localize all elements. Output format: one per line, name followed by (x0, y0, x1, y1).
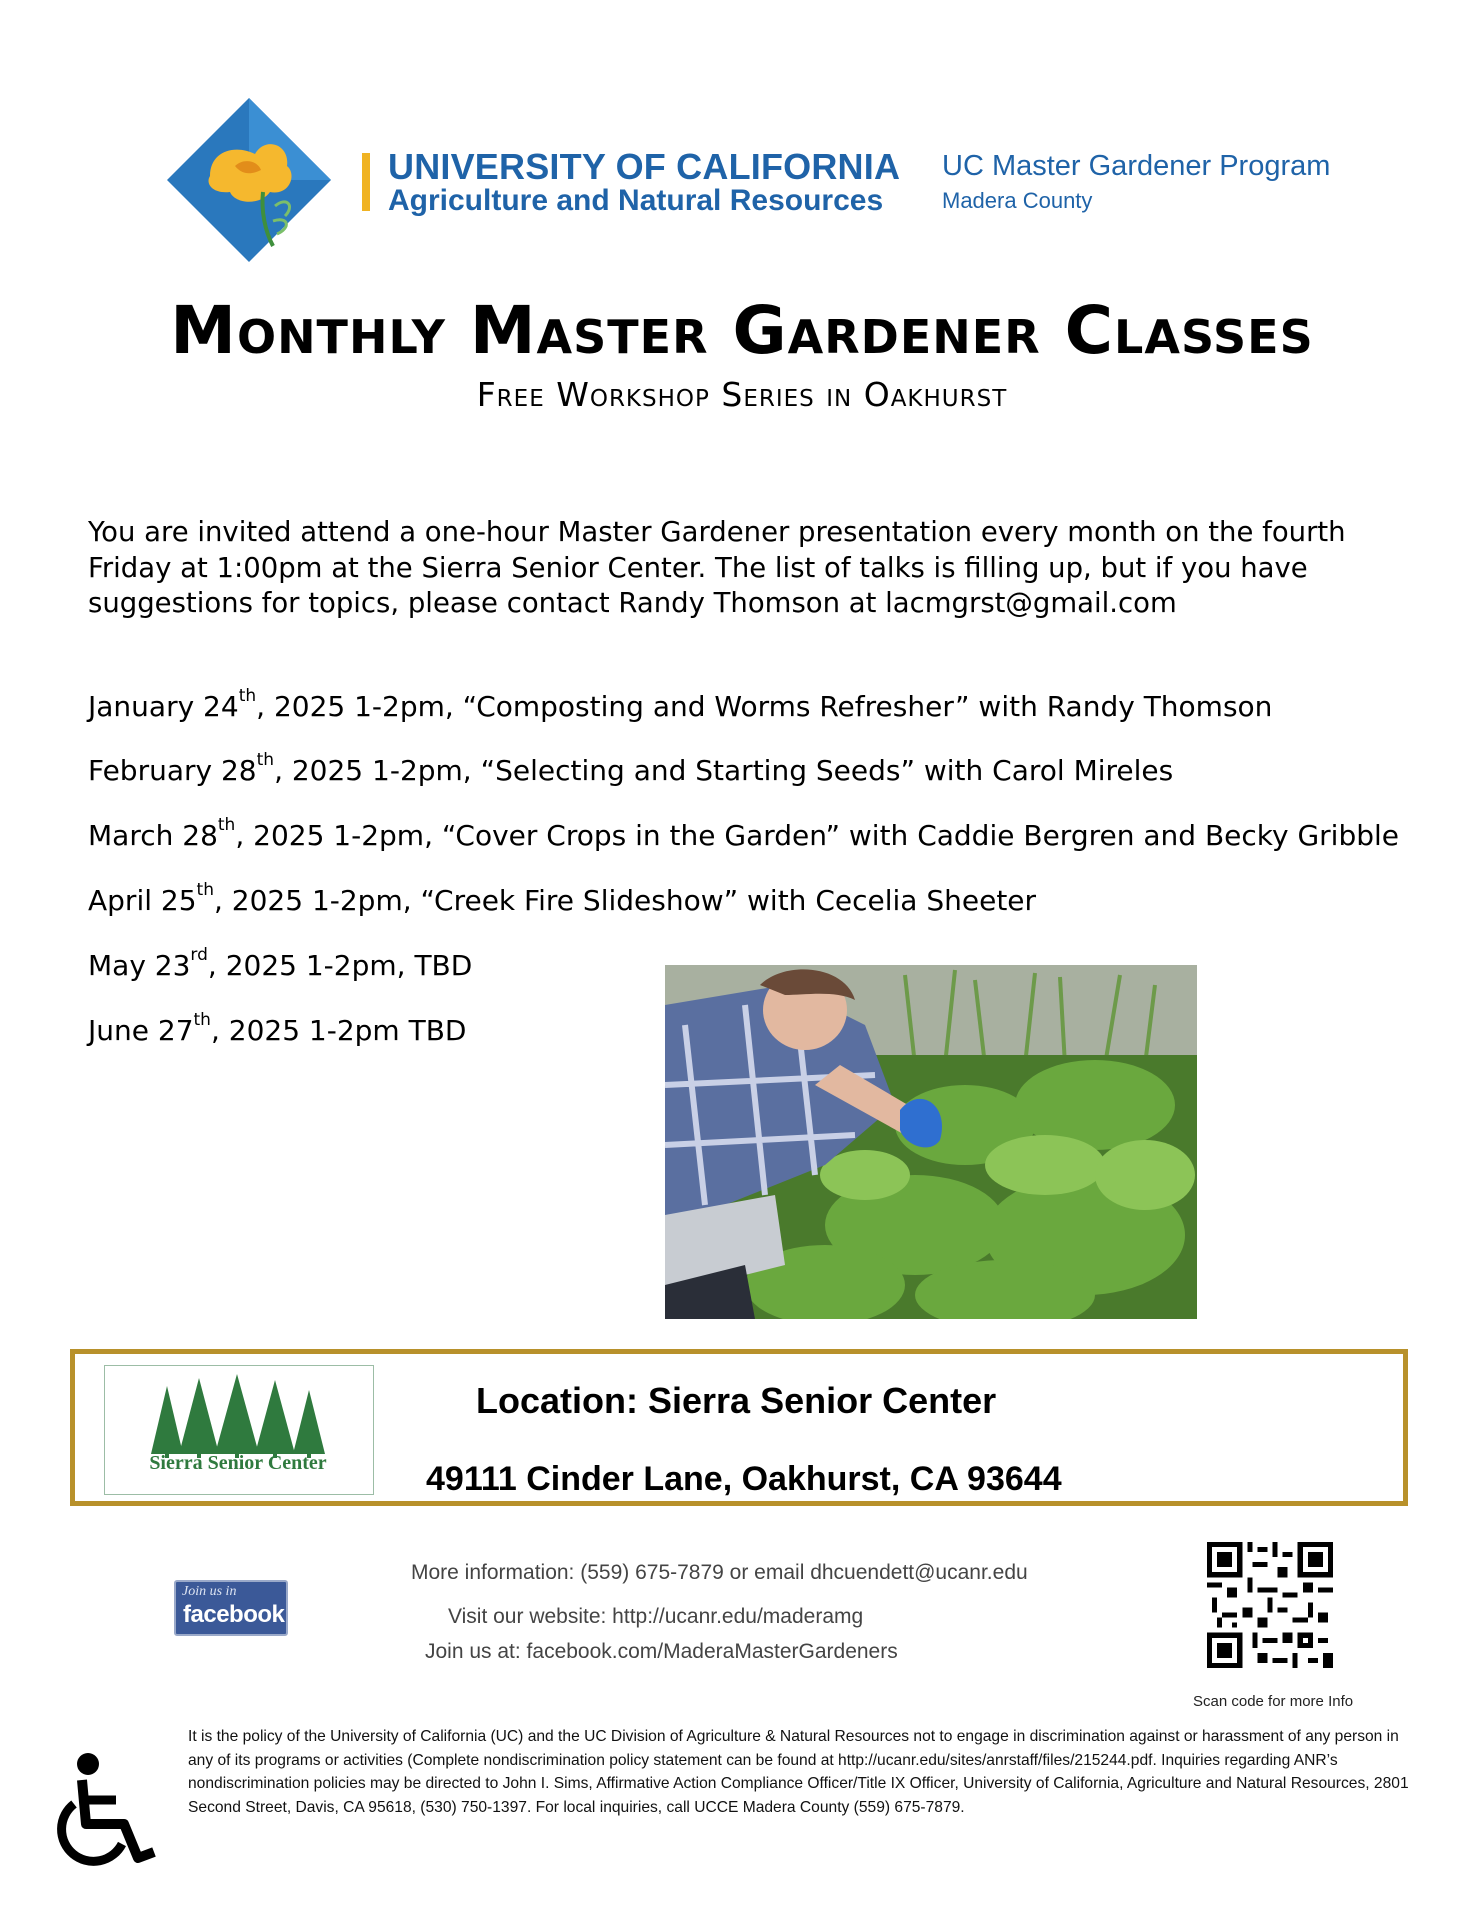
event-item: February 28th, 2025 1-2pm, “Selecting and Starting Seeds” with Carol Mireles (88, 750, 1174, 787)
intro-paragraph: You are invited attend a one-hour Master Gardener presentation every month on the fourth Friday at 1:00pm at the Sierra Senior Center. The list of talks is filling up, but if you have suggestions for topics, please contact Randy Thomson at lacmgrst@gmail.com (88, 516, 1346, 619)
website-line[interactable]: Visit our website: http://ucanr.edu/maderamg (448, 1605, 864, 1628)
uc-gold-divider (362, 153, 370, 211)
program-name: UC Master Gardener Program (942, 150, 1331, 182)
gardener-photo (665, 965, 1197, 1319)
location-address: 49111 Cinder Lane, Oakhurst, CA 93644 (426, 1460, 1062, 1498)
nondiscrimination-policy: It is the policy of the University of California (UC) and the UC Division of Agriculture & Natural Resources not to engage in discrimination against or harassment of any person in any of its programs or activities (Complete nondiscrimination policy statement can be found at http://ucanr.edu/sites/anrstaff/files/215244.pdf. Inquiries regarding ANR’s nondiscrimination policies may be directed to John I. Sims, Affirmative Action Compliance Officer/Title IX Officer, University of California, Agriculture and Natural Resources, 2801 Second Street, Davis, CA 95618, (530) 750-1397. For local inquiries, call UCCE Madera County (559) 675-7879. (188, 1728, 1409, 1816)
event-item: March 28th, 2025 1-2pm, “Cover Crops in the Garden” with Caddie Bergren and Becky Gribble (88, 815, 1399, 852)
event-item: April 25th, 2025 1-2pm, “Creek Fire Slideshow” with Cecelia Sheeter (88, 880, 1037, 917)
facebook-badge-small-text: Join us in (182, 1584, 237, 1599)
sierra-senior-center-logo-text: Sierra Senior Center (149, 1452, 327, 1474)
more-info-line: More information: (559) 675-7879 or email dhcuendett@ucanr.edu (411, 1561, 1028, 1584)
event-item: January 24th, 2025 1-2pm, “Composting and Worms Refresher” with Randy Thomson (88, 686, 1273, 723)
qr-code-icon[interactable] (1207, 1542, 1333, 1668)
qr-caption: Scan code for more Info (1193, 1693, 1354, 1710)
uc-anr-poppy-logo (165, 96, 333, 264)
wheelchair-icon (46, 1752, 166, 1872)
program-county: Madera County (942, 188, 1093, 213)
page-subtitle: Free Workshop Series in Oakhurst (476, 375, 1008, 414)
facebook-badge-text: facebook (183, 1601, 285, 1628)
event-item: June 27th, 2025 1-2pm TBD (88, 1010, 467, 1047)
uc-division: Agriculture and Natural Resources (388, 184, 884, 217)
location-title: Location: Sierra Senior Center (476, 1380, 997, 1421)
facebook-line[interactable]: Join us at: facebook.com/MaderaMasterGardeners (425, 1640, 898, 1663)
sierra-senior-center-logo (104, 1365, 374, 1495)
uc-name: UNIVERSITY OF CALIFORNIA (388, 146, 901, 187)
page-title: Monthly Master Gardener Classes (170, 292, 1314, 369)
event-item: May 23rd, 2025 1-2pm, TBD (88, 945, 473, 982)
